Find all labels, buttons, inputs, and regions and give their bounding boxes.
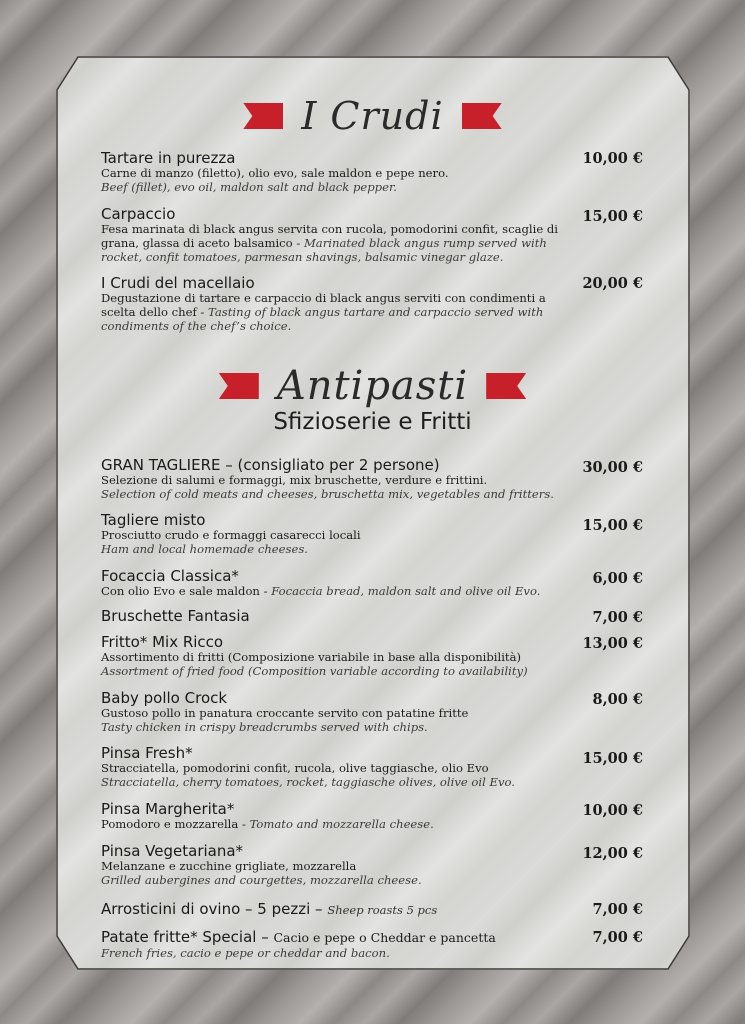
item-desc: Assortimento di fritti (Composizione variabile in base alla disponibilità) — [101, 650, 522, 664]
item-name: GRAN TAGLIERE – (consigliato per 2 persone) — [101, 456, 440, 474]
ribbon-left-icon — [243, 103, 283, 129]
item-price: 6,00 € — [592, 570, 643, 587]
item-desc-en: Selection of cold meats and cheeses, bruschetta mix, vegetables and fritters. — [101, 487, 554, 501]
item-price: 15,00 € — [582, 517, 643, 534]
item-desc-en: Focaccia bread, maldon salt and olive oil Evo. — [271, 584, 541, 598]
item-desc-en: Stracciatella, cherry tomatoes, rocket, taggiasche olives, olive oil Evo. — [101, 775, 515, 789]
item-price: 7,00 € — [592, 609, 643, 626]
item-name: Pinsa Fresh* — [101, 744, 193, 762]
item-price: 10,00 € — [582, 802, 643, 819]
item-desc-en: Tasting of black angus tartare and carpaccio served with condiments of the chef’s choice. — [101, 305, 544, 333]
item-name: Baby pollo Crock — [101, 689, 228, 707]
item-price: 13,00 € — [582, 635, 643, 652]
item-name-extra: Cacio e pepe o Cheddar e pancetta — [273, 930, 496, 945]
item-desc-en: Marinated black angus rump served with rocket, confit tomatoes, parmesan shavings, balsamic vinegar glaze. — [101, 236, 547, 264]
item-desc: Gustoso pollo in panatura croccante servito con patatine fritte — [101, 706, 469, 720]
item-desc: Degustazione di tartare e carpaccio di black angus serviti con condimenti a scelta dello chef - Tasting of black angus tartare and carpaccio served with condiments of the chef’s choice. — [101, 291, 546, 333]
section-title-antipasti: Antipasti — [276, 363, 469, 409]
item-price: 7,00 € — [592, 929, 643, 946]
item-price: 30,00 € — [582, 459, 643, 476]
item-desc-en: Grilled aubergines and courgettes, mozzarella cheese. — [101, 873, 422, 887]
menu-item — [101, 275, 643, 333]
item-name: Pinsa Margherita* — [101, 800, 235, 818]
menu-item — [101, 512, 643, 556]
ribbon-right-icon — [462, 103, 502, 129]
menu-item — [101, 901, 643, 918]
menu-item — [101, 608, 643, 624]
item-price: 7,00 € — [592, 901, 643, 918]
item-desc: Pomodoro e mozzarella - Tomato and mozzarella cheese. — [101, 817, 434, 831]
item-name: Pinsa Vegetariana* — [101, 842, 244, 860]
item-desc-en: Ham and local homemade cheeses. — [101, 542, 308, 556]
item-name: Bruschette Fantasia — [101, 607, 250, 625]
menu-item — [101, 690, 643, 734]
item-desc: Prosciutto crudo e formaggi casarecci locali — [101, 528, 361, 542]
item-name: Arrosticini di ovino – 5 pezzi – Sheep roasts 5 pcs — [101, 900, 438, 918]
item-desc-en: French fries, cacio e pepe or cheddar and bacon. — [101, 946, 390, 960]
item-desc-en: Tomato and mozzarella cheese. — [249, 817, 434, 831]
item-desc: Con olio Evo e sale maldon - Focaccia bread, maldon salt and olive oil Evo. — [101, 584, 541, 598]
item-desc-en: Assortment of fried food (Composition variable according to availability) — [101, 664, 528, 678]
item-desc: Fesa marinata di black angus servita con rucola, pomodorini confit, scaglie di grana, glassa di aceto balsamico - Marinated black angus rump served with rocket, confit tomatoes, parmesan shavings, balsamic vinegar glaze. — [101, 222, 558, 264]
item-price: 20,00 € — [582, 275, 643, 292]
item-name: Carpaccio — [101, 205, 176, 223]
item-price: 10,00 € — [582, 150, 643, 167]
item-desc: Stracciatella, pomodorini confit, rucola, olive taggiasche, olio Evo — [101, 761, 489, 775]
menu-item — [101, 843, 643, 887]
item-desc: Selezione di salumi e formaggi, mix bruschette, verdure e frittini. — [101, 473, 488, 487]
crudi-header — [0, 94, 745, 138]
item-price: 15,00 € — [582, 750, 643, 767]
item-desc-en: Tasty chicken in crispy breadcrumbs served with chips. — [101, 720, 428, 734]
item-name: Tartare in purezza — [101, 149, 236, 167]
menu-item — [101, 801, 643, 831]
item-desc-en: Beef (fillet), evo oil, maldon salt and black pepper. — [101, 180, 397, 194]
item-name: Fritto* Mix Ricco — [101, 633, 224, 651]
menu-item — [101, 206, 643, 264]
ribbon-left-icon — [219, 373, 259, 399]
item-desc: Melanzane e zucchine grigliate, mozzarella — [101, 859, 357, 873]
item-price: 8,00 € — [592, 691, 643, 708]
item-price: 15,00 € — [582, 208, 643, 225]
antipasti-header — [0, 364, 745, 436]
section-subtitle: Sfizioserie e Fritti — [273, 409, 472, 435]
menu-item — [101, 150, 643, 194]
ribbon-right-icon — [486, 373, 526, 399]
item-name: Patate fritte* Special – Cacio e pepe o Cheddar e pancetta — [101, 928, 496, 946]
item-desc: Carne di manzo (filetto), olio evo, sale maldon e pepe nero. — [101, 166, 449, 180]
item-name-en: Sheep roasts 5 pcs — [327, 903, 438, 917]
menu-item — [101, 634, 643, 678]
section-title-crudi: I Crudi — [301, 94, 444, 138]
item-name: Focaccia Classica* — [101, 567, 239, 585]
menu-item — [101, 457, 643, 501]
item-name: I Crudi del macellaio — [101, 274, 255, 292]
item-name: Tagliere misto — [101, 511, 206, 529]
item-price: 12,00 € — [582, 845, 643, 862]
menu-item — [101, 929, 643, 960]
menu-item — [101, 568, 643, 598]
menu-item — [101, 745, 643, 789]
